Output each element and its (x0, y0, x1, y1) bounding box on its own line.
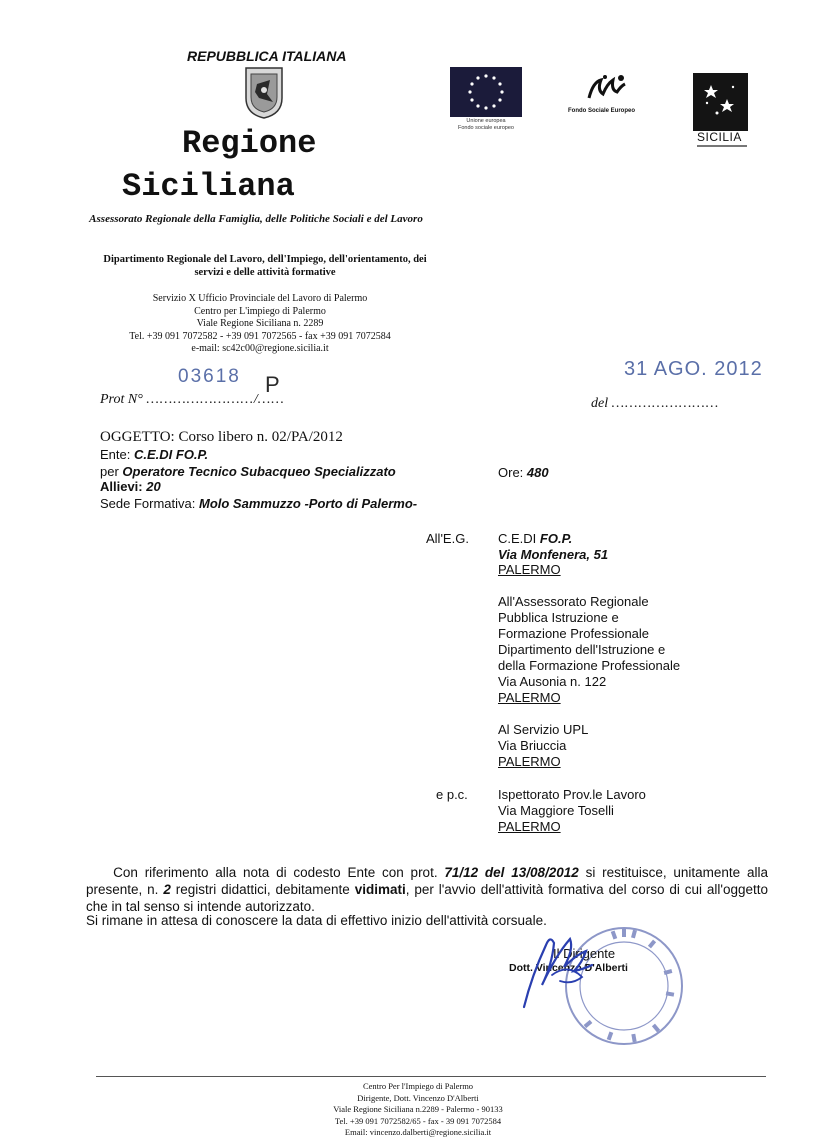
recipient-3-city: PALERMO (498, 754, 561, 769)
recipient-2 (498, 594, 680, 706)
footer-line: Tel. +39 091 7072582/65 - fax - 39 091 7072584 (334, 1115, 502, 1126)
footer-line: Email: vincenzo.dalberti@regione.sicilia.it (344, 1127, 492, 1137)
recipient-2-line: Formazione Professionale (498, 626, 650, 641)
allievi-label: Allievi: (100, 479, 143, 494)
sede-line (100, 496, 417, 511)
signature-name: Dott. Vincenzo D'Alberti (509, 962, 628, 974)
eu-flag-icon (450, 67, 522, 117)
recipient-2-line: della Formazione Professionale (498, 658, 681, 673)
footer-divider (96, 1076, 766, 1077)
recipient-1-name-plain: C.E.DI (498, 531, 540, 546)
sede-value: Molo Sammuzzo -Porto di Palermo- (199, 496, 418, 511)
sicilia-underline (697, 145, 747, 147)
allievi-value: 20 (146, 479, 161, 494)
eu-caption (440, 118, 532, 132)
protocol-dots: …………………… (146, 392, 254, 407)
ente-value: C.E.DI FO.P. (133, 447, 209, 462)
date-label: del (591, 396, 609, 411)
footer (283, 1081, 553, 1139)
recipient-3 (498, 722, 588, 770)
per-value: Operatore Tecnico Subacqueo Specializzato (122, 464, 396, 479)
ente-label: Ente: (100, 447, 131, 462)
sicilia-emblem-icon (693, 73, 748, 131)
recipient-3-line: Via Briuccia (498, 738, 567, 753)
assessorato-text: Assessorato Regionale della Famiglia, delle Politiche Sociali e del Lavoro (89, 213, 423, 225)
footer-line: Dirigente, Dott. Vincenzo D'Alberti (357, 1092, 479, 1103)
recipient-1-city: PALERMO (498, 562, 561, 577)
ente-line (100, 447, 208, 462)
footer-line: Centro Per l'Impiego di Palermo (362, 1081, 474, 1091)
protocol-dots-2: …… (257, 392, 285, 407)
recipient-1-name (498, 531, 608, 547)
body-text: Con riferimento alla nota di codesto Ente con prot. (113, 865, 445, 880)
protocol-stamp-suffix: P (265, 372, 280, 397)
recipient-4-line: Ispettorato Prov.le Lavoro (498, 787, 646, 802)
office-line: Servizio X Ufficio Provinciale del Lavoro di Palermo (152, 293, 368, 304)
recipient-2-line: Dipartimento dell'Istruzione e (498, 642, 666, 657)
signature-title: Il Dirigente (553, 946, 616, 961)
recipient-3-line: Al Servizio UPL (498, 722, 589, 737)
body-vidimati: vidimati (354, 882, 406, 897)
body-registri-count: 2 (163, 882, 171, 897)
cc-label: e p.c. (436, 787, 468, 802)
fse-logo-icon (585, 72, 629, 104)
dipartimento-text: Dipartimento Regionale del Lavoro, dell'Impiego, dell'orientamento, dei servizi e delle attività formative (103, 254, 427, 278)
per-line (100, 464, 396, 479)
recipient-2-line: Via Ausonia n. 122 (498, 674, 607, 689)
office-line: Tel. +39 091 7072582 - +39 091 7072565 - fax +39 091 7072584 (129, 330, 391, 342)
recipient-1 (498, 531, 608, 578)
ore-value: 480 (526, 465, 549, 480)
body-text: , per l'avvio dell'attività formativa del corso di cui all'oggetto che in tal senso si intende autorizzato. (86, 882, 769, 914)
footer-line: Viale Regione Siciliana n.2289 - Palermo - 90133 (333, 1104, 503, 1114)
date-field (591, 396, 719, 412)
eu-caption-line: Fondo sociale europeo (458, 125, 514, 131)
recipient-2-line: Pubblica Istruzione e (498, 610, 619, 625)
allievi-line (100, 479, 161, 494)
protocol-separator: / (253, 392, 258, 407)
fse-caption: Fondo Sociale Europeo (568, 108, 636, 114)
office-line: Viale Regione Siciliana n. 2289 (196, 318, 324, 329)
eu-caption-line: Unione europea (466, 118, 506, 124)
oggetto-value: Corso libero n. 02/PA/2012 (178, 429, 343, 445)
body-prot-ref: 71/12 del 13/08/2012 (444, 865, 579, 880)
body-paragraph-2: Si rimane in attesa di conoscere la data di effettivo inizio dell'attività corsuale. (86, 913, 547, 928)
protocol-field (100, 392, 285, 408)
recipient-2-line: All'Assessorato Regionale (498, 594, 649, 609)
protocol-label: Prot N° (100, 392, 143, 407)
office-line: Centro per L'impiego di Palermo (194, 305, 326, 317)
handwritten-signature (512, 915, 612, 1015)
office-address (110, 293, 410, 356)
per-label: per (100, 464, 119, 479)
date-dots: …………………… (611, 396, 720, 411)
ore-line (498, 465, 549, 480)
region-title-line1: Regione (182, 125, 317, 162)
oggetto-line (100, 429, 343, 446)
protocol-stamp-number: 03618 (178, 366, 241, 387)
body-paragraph-1 (86, 864, 768, 915)
date-stamp: 31 AGO. 2012 (624, 358, 763, 380)
coat-of-arms-icon (243, 64, 285, 120)
to-label: All'E.G. (426, 531, 469, 546)
region-title-line2: Siciliana (122, 168, 295, 205)
sicilia-label: SICILIA (697, 130, 742, 144)
country-heading: REPUBBLICA ITALIANA (187, 48, 347, 64)
office-line: e-mail: sc42c00@regione.sicilia.it (191, 343, 329, 354)
recipient-1-name-bold: FO.P. (539, 531, 573, 546)
body-text: registri didattici, debitamente (170, 882, 355, 897)
oggetto-label: OGGETTO: (100, 429, 175, 445)
recipient-4-city: PALERMO (498, 819, 561, 834)
recipient-2-city: PALERMO (498, 690, 561, 705)
body-text: si restituisce, unitamente alla presente, n. (86, 865, 768, 897)
recipient-1-street: Via Monfenera, 51 (498, 546, 609, 562)
recipient-4 (498, 787, 646, 835)
ore-label: Ore: (498, 465, 524, 480)
recipient-4-line: Via Maggiore Toselli (498, 803, 614, 818)
sede-label: Sede Formativa: (100, 496, 196, 511)
